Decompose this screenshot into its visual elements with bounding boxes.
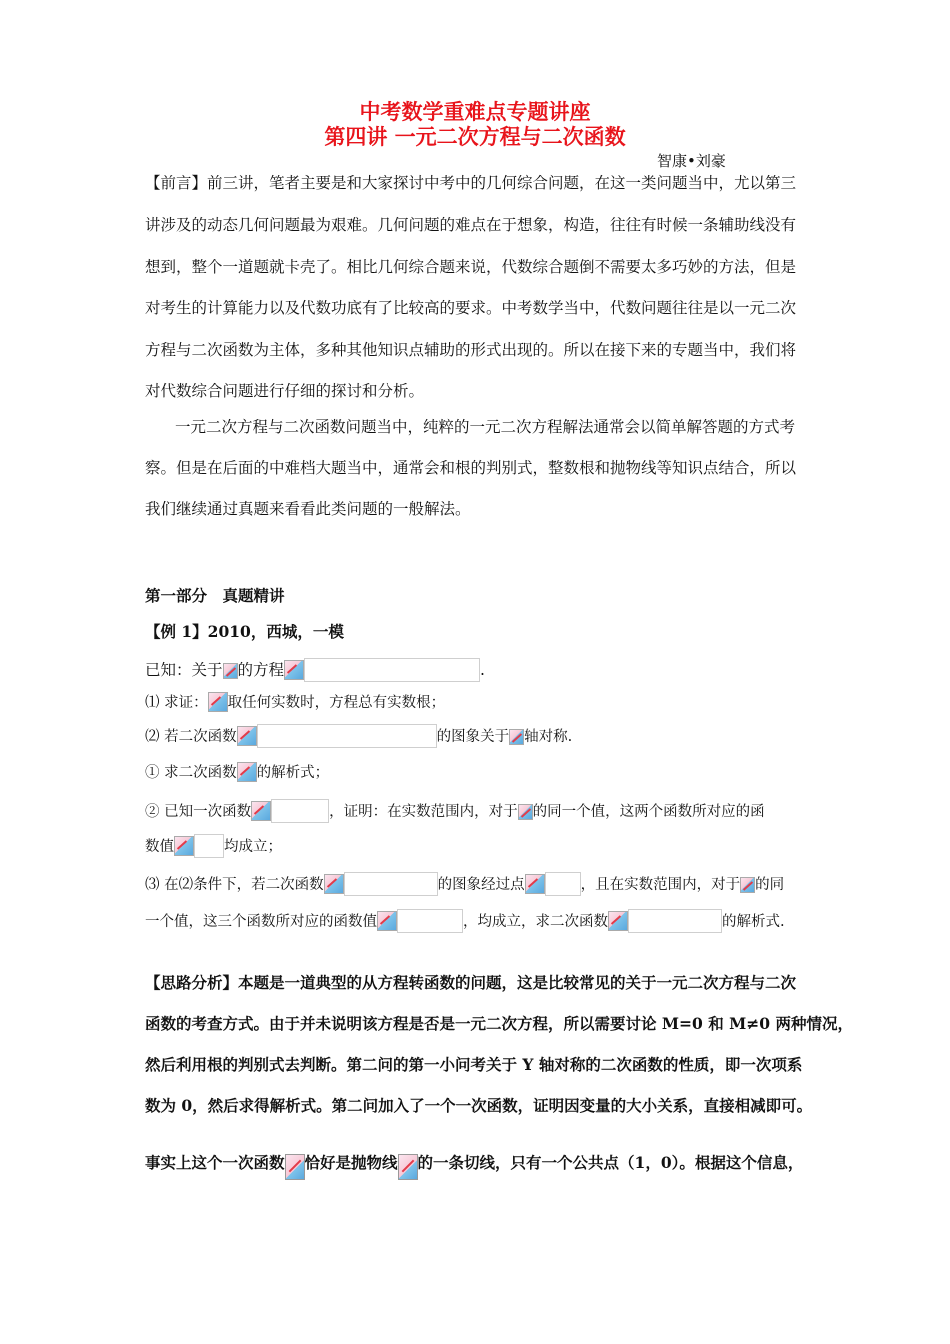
formula-image-icon xyxy=(398,1154,418,1180)
formula-image-icon xyxy=(518,804,533,820)
doc-title: 中考数学重难点专题讲座 xyxy=(359,100,591,124)
question-2-2 xyxy=(145,799,765,823)
q3-line2-b: ，均成立，求二次函数 xyxy=(463,914,608,930)
intro-line-1: 【前言】前三讲，笔者主要是和大家探讨中考中的几何综合问题，在这一类问题当中，尤以第三 xyxy=(145,174,797,192)
q2-2-line2-a: 数值 xyxy=(145,839,174,855)
intro-line-5: 方程与二次函数为主体，多种其他知识点辅助的形式出现的。所以在接下来的专题当中，我们将 xyxy=(145,341,797,359)
formula-image-icon xyxy=(223,663,238,679)
formula-placeholder xyxy=(194,834,224,858)
formula-placeholder xyxy=(545,872,581,896)
formula-image-icon xyxy=(251,801,271,821)
formula-image-icon xyxy=(284,660,304,680)
formula-placeholder xyxy=(344,872,438,896)
para2-line-3: 我们继续通过真题来看看此类问题的一般解法。 xyxy=(145,500,471,518)
formula-image-icon xyxy=(237,726,257,746)
analysis-line-2: 函数的考查方式。由于并未说明该方程是否是一元二次方程，所以需要讨论 M=0 和 M≠0 两种情况， xyxy=(145,1014,853,1033)
formula-image-icon xyxy=(740,877,755,893)
intro-line-2: 讲涉及的动态几何问题最为艰难。几何问题的难点在于想象，构造，往往有时候一条辅助线没有 xyxy=(145,216,797,234)
q1-text-b: 取任何实数时，方程总有实数根； xyxy=(227,695,446,711)
q3-line2-a: 一个值，这三个函数所对应的函数值 xyxy=(145,914,377,930)
formula-placeholder xyxy=(397,909,463,933)
q3-text-c: ，且在实数范围内，对于 xyxy=(580,877,741,893)
q2-2-line2-b: 均成立； xyxy=(224,839,282,855)
para2-line-2: 察。但是在后面的中难档大题当中，通常会和根的判别式，整数根和抛物线等知识点结合，所以 xyxy=(145,459,797,477)
formula-placeholder xyxy=(271,799,329,823)
analysis-line-3: 然后利用根的判别式去判断。第二问的第一小问考关于 Y 轴对称的二次函数的性质，即一次项系 xyxy=(145,1055,803,1074)
question-2-2-cont xyxy=(145,834,282,858)
formula-image-icon xyxy=(208,692,228,712)
intro-line-6: 对代数综合问题进行仔细的探讨和分析。 xyxy=(145,382,425,400)
q2-1-text-b: 的解析式； xyxy=(256,765,330,781)
formula-image-icon xyxy=(324,874,344,894)
intro-line-3: 想到，整个一道题就卡壳了。相比几何综合题来说，代数综合题倒不需要太多巧妙的方法，但是 xyxy=(145,258,797,276)
author: 智康•刘豪 xyxy=(657,152,726,170)
q2-text-c: 轴对称. xyxy=(524,729,573,745)
q2-2-text-b: ，证明：在实数范围内，对于 xyxy=(329,804,518,820)
doc-subtitle: 第四讲 一元二次方程与二次函数 xyxy=(324,125,626,149)
known-text-a: 已知：关于 xyxy=(145,661,223,679)
formula-image-icon xyxy=(509,729,524,745)
formula-placeholder xyxy=(304,658,480,682)
q2-2-text-c: 的同一个值，这两个函数所对应的函 xyxy=(532,804,765,820)
q3-line2-c: 的解析式. xyxy=(722,914,785,930)
analysis-line-5 xyxy=(145,1153,803,1180)
q2-1-text-a: ① 求二次函数 xyxy=(145,765,237,781)
example-label: 【例 1】2010，西城，一模 xyxy=(145,622,344,641)
formula-placeholder xyxy=(628,909,722,933)
formula-image-icon xyxy=(285,1154,305,1180)
formula-image-icon xyxy=(174,836,194,856)
q2-2-text-a: ② 已知一次函数 xyxy=(145,804,252,820)
question-2-1 xyxy=(145,762,329,783)
para2-line-1: 一元二次方程与二次函数问题当中，纯粹的一元二次方程解法通常会以简单解答题的方式考 xyxy=(175,418,796,436)
known-end: . xyxy=(480,661,485,679)
q3-text-b: 的图象经过点 xyxy=(437,877,525,893)
question-3 xyxy=(145,872,784,896)
q3-text-a: ⑶ 在⑵条件下，若二次函数 xyxy=(145,877,324,893)
formula-image-icon xyxy=(377,911,397,931)
formula-image-icon xyxy=(608,911,628,931)
formula-image-icon xyxy=(525,874,545,894)
section-heading: 第一部分 真题精讲 xyxy=(145,586,285,605)
known-line xyxy=(145,658,485,682)
question-1 xyxy=(145,692,445,713)
known-text-b: 的方程 xyxy=(237,661,285,679)
analysis-line-1: 【思路分析】本题是一道典型的从方程转函数的问题，这是比较常见的关于一元二次方程与二次 xyxy=(145,973,797,992)
intro-line-4: 对考生的计算能力以及代数功底有了比较高的要求。中考数学当中，代数问题往往是以一元二次 xyxy=(145,299,797,317)
analysis-last-a: 事实上这个一次函数 xyxy=(145,1153,285,1172)
q1-text-a: ⑴ 求证： xyxy=(145,695,208,711)
q2-text-b: 的图象关于 xyxy=(436,729,510,745)
q2-text-a: ⑵ 若二次函数 xyxy=(145,729,237,745)
question-2 xyxy=(145,724,572,748)
formula-image-icon xyxy=(237,762,257,782)
analysis-last-c: 的一条切线，只有一个公共点（1，0）。根据这个信息， xyxy=(417,1153,804,1172)
analysis-line-4: 数为 0，然后求得解析式。第二问加入了一个一次函数，证明因变量的大小关系，直接相减即可。 xyxy=(145,1096,813,1115)
analysis-last-b: 恰好是抛物线 xyxy=(304,1153,398,1172)
question-3-cont xyxy=(145,909,785,933)
formula-placeholder xyxy=(257,724,437,748)
q3-text-d: 的同 xyxy=(755,877,785,893)
